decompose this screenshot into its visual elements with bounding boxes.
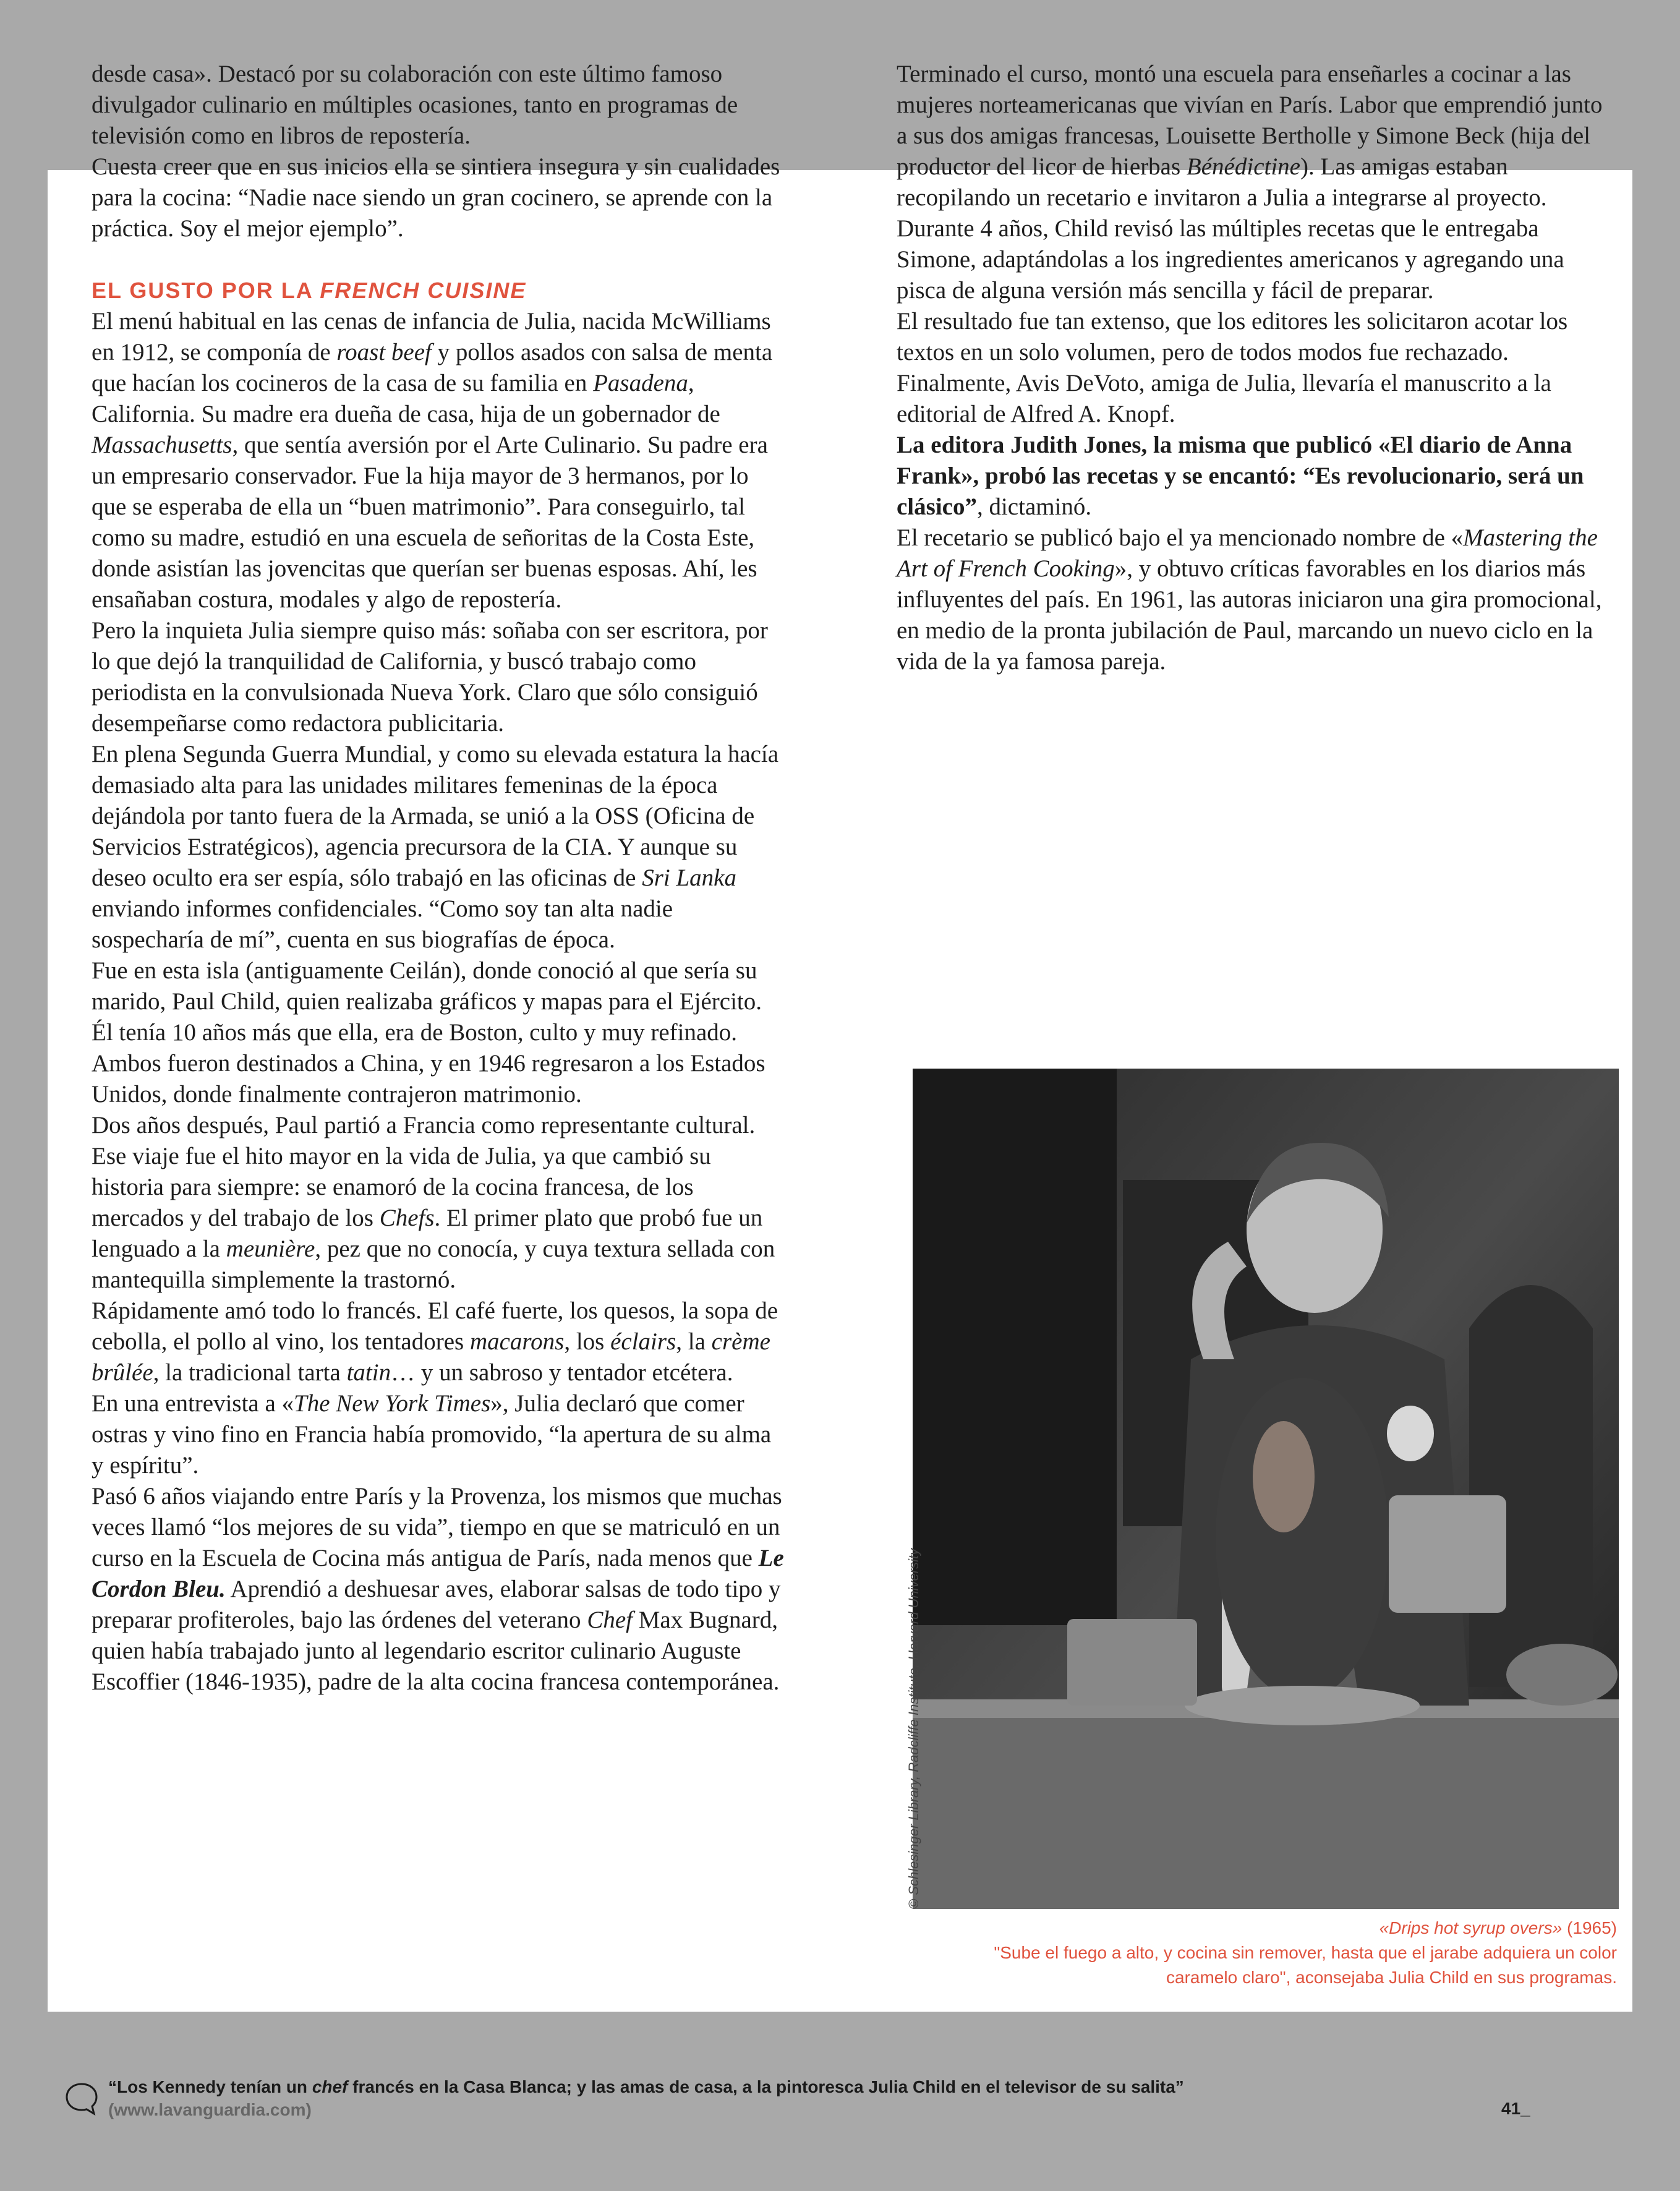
body-paragraph-4: Fue en esta isla (antiguamente Ceilán), donde conoció al que sería su marido, Paul Child, quien realizaba gráficos y mapas para el Ejército. Él tenía 10 años más que ella, era de Boston, culto y muy refinado. Ambos fueron destinados a China, y en 1946 regresaron a los Estados Unidos, donde finalmente contrajeron matrimonio. — [92, 957, 765, 1108]
right-column — [897, 59, 1608, 677]
photo-caption — [962, 1916, 1617, 1990]
body-paragraph-8: Pasó 6 años viajando entre París y la Provenza, los mismos que muchas veces llamó “los mejores de su vida”, tiempo en que se matriculó en un curso en la Escuela de Cocina más antigua de París, nada menos que Le Cordon Bleu. Aprendió a deshuesar aves, elaborar salsas de todo tipo y preparar profiteroles, bajo las órdenes del veterano Chef Max Bugnard, quien había trabajado junto al legendario escritor culinario Auguste Escoffier (1846-1935), padre de la alta cocina francesa contemporánea. — [92, 1483, 784, 1695]
speech-bubble-icon — [64, 2082, 99, 2116]
caption-year: (1965) — [1562, 1918, 1617, 1937]
caption-body: "Sube el fuego a alto, y cocina sin remover, hasta que el jarabe adquiera un color caramelo claro", aconsejaba Julia Child en sus programas. — [994, 1943, 1617, 1987]
left-column — [92, 59, 785, 1698]
body-paragraph-2: Pero la inquieta Julia siempre quiso más: soñaba con ser escritora, por lo que dejó la tranquilidad de California, y buscó trabajo como periodista en la convulsionada Nueva York. Claro que sólo consiguió desempeñarse como redactora publicitaria. — [92, 617, 768, 737]
right-paragraph-2: El resultado fue tan extenso, que los editores les solicitaron acotar los textos en un solo volumen, pero de todos modos fue rechazado. Finalmente, Avis DeVoto, amiga de Julia, llevaría el manuscrito a la editorial de Alfred A. Knopf. — [897, 308, 1568, 427]
body-paragraph-3: En plena Segunda Guerra Mundial, y como su elevada estatura la hacía demasiado alta para las unidades militares femeninas de la época dejándola por tanto fuera de la Armada, se unió a la OSS (Oficina de Servicios Estratégicos), agencia precursora de la CIA. Y aunque su deseo oculto era ser espía, sólo trabajó en las oficinas de Sri Lanka enviando informes confidenciales. “Como soy tan alta nadie sospecharía de mí”, cuenta en sus biografías de época. — [92, 741, 779, 953]
right-paragraph-4: El recetario se publicó bajo el ya mencionado nombre de «Mastering the Art of French Cooking», y obtuvo críticas favorables en los diarios más influyentes del país. En 1961, las autoras iniciaron una gira promocional, en medio de la pronta jubilación de Paul, marcando un nuevo ciclo en la vida de la ya famosa pareja. — [897, 524, 1602, 675]
body-paragraph-6: Rápidamente amó todo lo francés. El café fuerte, los quesos, la sopa de cebolla, el pollo al vino, los tentadores macarons, los éclairs, la crème brûlée, la tradicional tarta tatin… y un sabroso y tentador etcétera. — [92, 1297, 778, 1386]
body-paragraph-5: Dos años después, Paul partió a Francia como representante cultural. Ese viaje fue el hito mayor en la vida de Julia, ya que cambió su historia para siempre: se enamoró de la cocina francesa, de los mercados y del trabajo de los Chefs. El primer plato que probó fue un lenguado a la meunière, pez que no conocía, y cuya textura sellada con mantequilla simplemente la trastornó. — [92, 1112, 775, 1293]
caption-title: «Drips hot syrup overs» — [1379, 1918, 1563, 1937]
intro-paragraph-1: desde casa». Destacó por su colaboración con este último famoso divulgador culinario en múltiples ocasiones, tanto en programas de televisión como en libros de repostería. — [92, 61, 738, 149]
right-paragraph-3: La editora Judith Jones, la misma que publicó «El diario de Anna Frank», probó las recetas y se encantó: “Es revolucionario, será un clásico”, dictaminó. — [897, 432, 1584, 520]
julia-child-photo — [913, 1069, 1619, 1909]
body-paragraph-1: El menú habitual en las cenas de infancia de Julia, nacida McWilliams en 1912, se componía de roast beef y pollos asados con salsa de menta que hacían los cocineros de la casa de su familia en Pasadena, California. Su madre era dueña de casa, hija de un gobernador de Massachusetts, que sentía aversión por el Arte Culinario. Su padre era un empresario conservador. Fue la hija mayor de 3 hermanos, por lo que se esperaba de ella un “buen matrimonio”. Para conseguirlo, tal como su madre, estudió en una escuela de señoritas de la Costa Este, donde asistían las jovencitas que querían ser buenas esposas. Ahí, les ensañaban costura, modales y algo de repostería. — [92, 308, 773, 613]
page-number: 41_ — [1501, 2099, 1530, 2118]
section-heading: EL GUSTO POR LA FRENCH CUISINE — [92, 278, 527, 303]
footer-source: (www.lavanguardia.com) — [108, 2100, 312, 2119]
photo-credit: © Schlesinger Library, Radcliffe Institute, Harvard University — [906, 1548, 921, 1909]
intro-paragraph-2: Cuesta creer que en sus inicios ella se sintiera insegura y sin cualidades para la cocina: “Nadie nace siendo un gran cocinero, se aprende con la práctica. Soy el mejor ejemplo”. — [92, 153, 780, 242]
right-paragraph-1: Terminado el curso, montó una escuela para enseñarles a cocinar a las mujeres norteamericanas que vivían en París. Labor que emprendió junto a sus dos amigas francesas, Louisette Bertholle y Simone Beck (hija del productor del licor de hierbas Bénédictine). Las amigas estaban recopilando un recetario e invitaron a Julia a integrarse al proyecto. Durante 4 años, Child revisó las múltiples recetas que le entregaba Simone, adaptándolas a los ingredientes americanos y agregando una pisca de alguna versión más sencilla y fácil de preparar. — [897, 61, 1603, 304]
body-paragraph-7: En una entrevista a «The New York Times», Julia declaró que comer ostras y vino fino en Francia había promovido, “la apertura de su alma y espíritu”. — [92, 1390, 772, 1479]
footer-quote: “Los Kennedy tenían un chef francés en la Casa Blanca; y las amas de casa, a la pintoresca Julia Child en el televisor de su salita” (www.lavanguardia.com) — [108, 2075, 1184, 2121]
